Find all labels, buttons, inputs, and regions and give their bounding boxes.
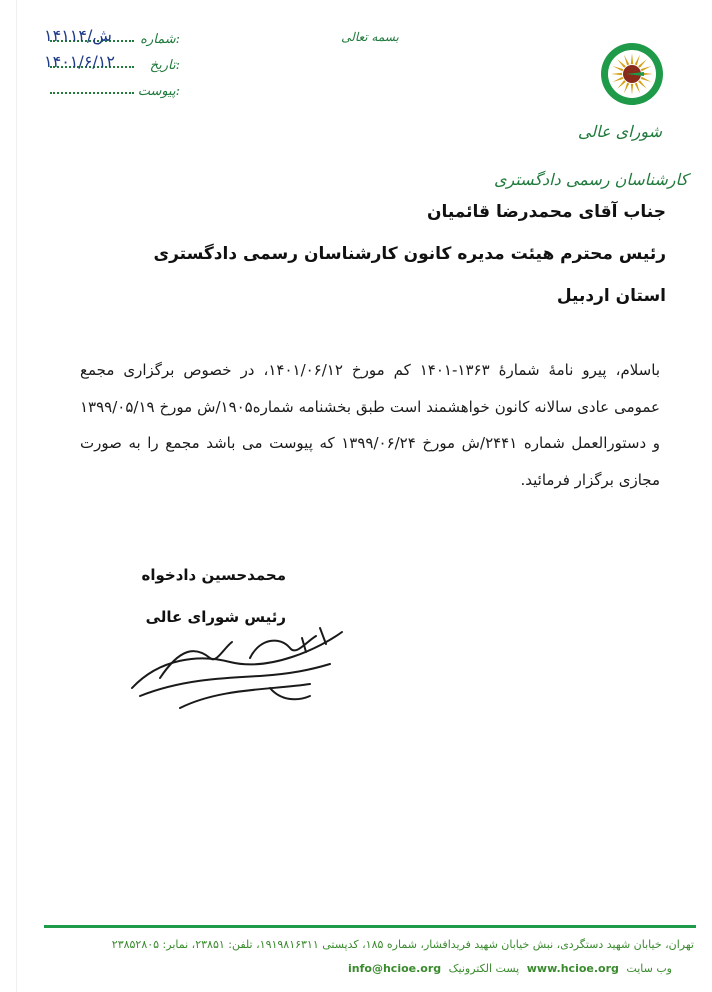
website-link[interactable]: www.hcioe.org: [526, 962, 619, 975]
footer-divider: [44, 925, 696, 928]
attachment-label: پیوست:: [137, 84, 180, 99]
org-name-line2: کارشناسان رسمی دادگستری: [493, 170, 688, 189]
recipient-province: استان اردبیل: [556, 286, 666, 306]
letter-body: باسلام، پیرو نامهٔ شمارهٔ ۱۳۶۳-۱۴۰۱ کم مورخ ۱۴۰۱/۰۶/۱۲، در خصوص برگزاری مجمع عمومی عادی سالانه کانون خواهشمند است طبق بخشنامه شماره۱۹۰۵/ش مورخ ۱۳۹۹/۰۵/۱۹ و دستورالعمل شماره ۲۴۴۱/ش مورخ ۱۳۹۹/۰۶/۲۴ که پیوست می باشد مجمع را به صورت مجازی برگزار فرمائید.: [80, 361, 660, 489]
council-logo-icon: [600, 42, 664, 106]
page-edge: [16, 0, 17, 992]
email-label: پست الکترونیک: [448, 962, 520, 975]
footer-contacts: [344, 962, 672, 975]
attachment-row: [40, 78, 180, 104]
handwritten-signature: [120, 618, 350, 718]
website-label: وب سایت: [626, 962, 672, 975]
number-row: [40, 26, 180, 52]
signatory-title: رئیس شورای عالی: [145, 608, 286, 626]
letter-number: ۱۴۱۱۴/ش: [44, 26, 112, 45]
org-name-line1: شورای عالی: [577, 122, 662, 141]
email-link[interactable]: info@hcioe.org: [348, 962, 442, 975]
basmala: بسمه تعالی: [341, 30, 399, 44]
signatory-name: محمدحسین دادخواه: [141, 566, 286, 584]
recipient-name: جناب آقای محمدرضا قائمیان: [426, 202, 666, 222]
date-label: تاریخ:: [149, 58, 180, 73]
letter-date: ۱۴۰۱/۶/۱۲: [44, 52, 115, 71]
number-label: شماره:: [140, 32, 180, 47]
letter-meta: [40, 26, 180, 104]
footer-address: تهران، خیابان شهید دستگردی، نبش خیابان شهید فریدافشار، شماره ۱۸۵، کدپستی ۱۹۱۹۸۱۶۳۱۱، تلفن: ۲۳۸۵۱، نمابر: ۲۳۸۵۲۸۰۵: [111, 938, 694, 951]
date-row: [40, 52, 180, 78]
recipient-title: رئیس محترم هیئت مدیره کانون کارشناسان رسمی دادگستری: [153, 244, 666, 264]
